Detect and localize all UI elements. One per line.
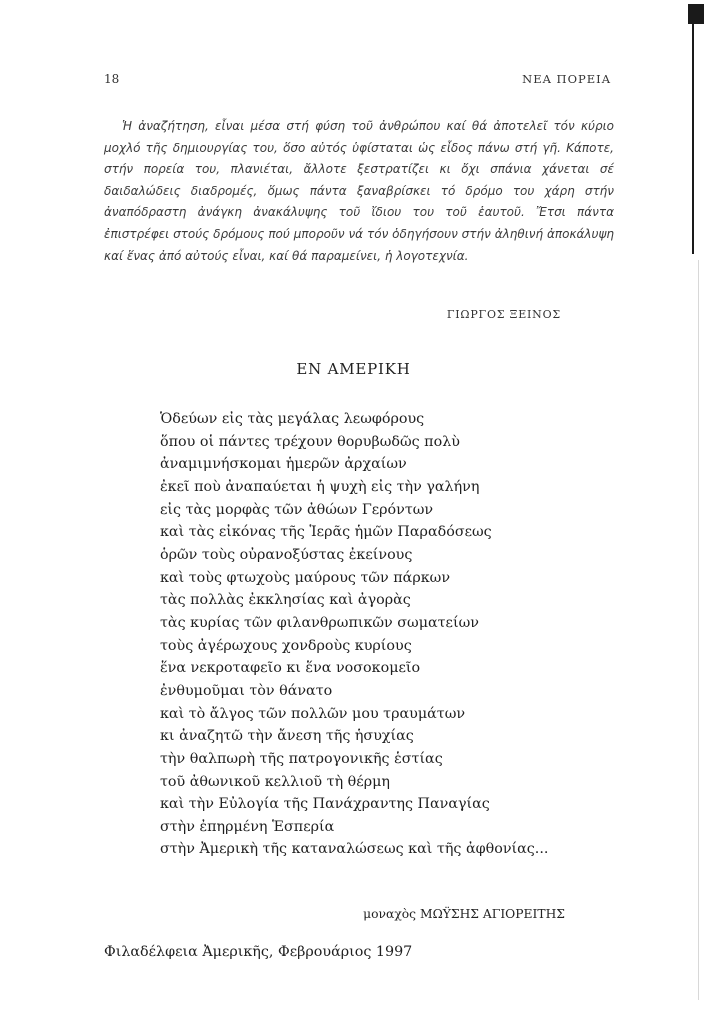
poem-line: ὁρῶν τοὺς οὐρανοξύστας ἐκείνους [160, 546, 413, 563]
essay-author: ΓΙΩΡΓΟΣ ΞΕΙΝΟΣ [446, 308, 561, 321]
poem-line: καὶ τὴν Εὐλογία τῆς Πανάχραντης Παναγίας [160, 796, 490, 813]
poem-line: κι ἀναζητῶ τὴν ἄνεση τῆς ἡσυχίας [160, 728, 414, 745]
running-head: ΝΕΑ ΠΟΡΕΙΑ [522, 72, 611, 86]
poem-line: καὶ τὰς εἰκόνας τῆς Ἱερᾶς ἡμῶν Παραδόσεως [160, 524, 492, 541]
poem-line: τοῦ ἀθωνικοῦ κελλιοῦ τὴ θέρμη [160, 773, 390, 790]
essay-paragraph: Ἡ ἀναζήτηση, εἶναι μέσα στή φύση τοῦ ἀνθρώπου καί θά ἀποτελεῖ τόν κύριο μοχλό τῆς δημιουργίας του, ὅσο αὐτός ὑφίσταται ὡς εἶδος πάνω στή γῆ. Κάποτε, στήν πορεία του, πλανιέται, ἄλλοτε ξεστρατίζει κι ὄχι σπάνια χάνεται σέ δαιδαλώδεις διαδρομές, ὅμως πάντα ξαναβρίσκει τό δρόμο του χάρη στήν ἀναπόδραστη ἀνάγκη ἀνακάλυψης τοῦ ἴδιου του τοῦ ἑαυτοῦ. Ἔτσι πάντα ἐπιστρέφει στούς δρόμους πού μποροῦν νά τόν ὁδηγήσουν στήν ἀληθινή ἀποκάλυψη καί ἕνας ἀπό αὐτούς εἶναι, καί θά παραμείνει, ἡ λογοτεχνία. [104, 119, 614, 263]
poem-line: Ὁδεύων εἰς τὰς μεγάλας λεωφόρους [160, 411, 425, 427]
poem-line: ἀναμιμνήσκομαι ἡμερῶν ἀρχαίων [160, 456, 407, 473]
poem-author: μοναχὸς ΜΩΫΣΗΣ ΑΓΙΟΡΕΙΤΗΣ [363, 907, 565, 921]
poem-line: τὰς πολλὰς ἐκκλησίας καὶ ἀγορὰς [160, 592, 411, 609]
poem-line: εἰς τὰς μορφὰς τῶν ἀθώων Γερόντων [160, 501, 434, 518]
place-date: Φιλαδέλφεια Ἀμερικῆς, Φεβρουάριος 1997 [104, 944, 413, 960]
poem-line: ἕνα νεκροταφεῖο κι ἕνα νοσοκομεῖο [160, 660, 421, 677]
poem-line: τὰς κυρίας τῶν φιλανθρωπικῶν σωματείων [160, 614, 479, 631]
poem-line: στὴν Ἀμερικὴ τῆς καταναλώσεως καὶ τῆς ἀφθονίας... [160, 841, 549, 858]
poem-line: καὶ τοὺς φτωχοὺς μαύρους τῶν πάρκων [160, 569, 451, 586]
poem-body [160, 408, 630, 861]
poem-line: ὅπου οἱ πάντες τρέχουν θορυβωδῶς πολὺ [160, 433, 460, 450]
poem-line: τοὺς ἀγέρωχους χονδροὺς κυρίους [160, 637, 412, 654]
poem-line: καὶ τὸ ἄλγος τῶν πολλῶν μου τραυμάτων [160, 705, 466, 722]
poem-title: ΕΝ ΑΜΕΡΙΚΗ [296, 360, 411, 378]
page-number: 18 [104, 72, 120, 86]
poem-line: στὴν ἐπηρμένη Ἑσπερία [160, 818, 335, 835]
scan-edge-line [692, 4, 694, 254]
poem-line: τὴν θαλπωρὴ τῆς πατρογονικῆς ἑστίας [160, 750, 443, 767]
poem-line: ἐνθυμοῦμαι τὸν θάνατο [160, 682, 333, 699]
scan-edge-mark [688, 4, 704, 24]
poem-line: ἐκεῖ ποὺ ἀναπαύεται ἡ ψυχὴ εἰς τὴν γαλήνη [160, 478, 480, 495]
